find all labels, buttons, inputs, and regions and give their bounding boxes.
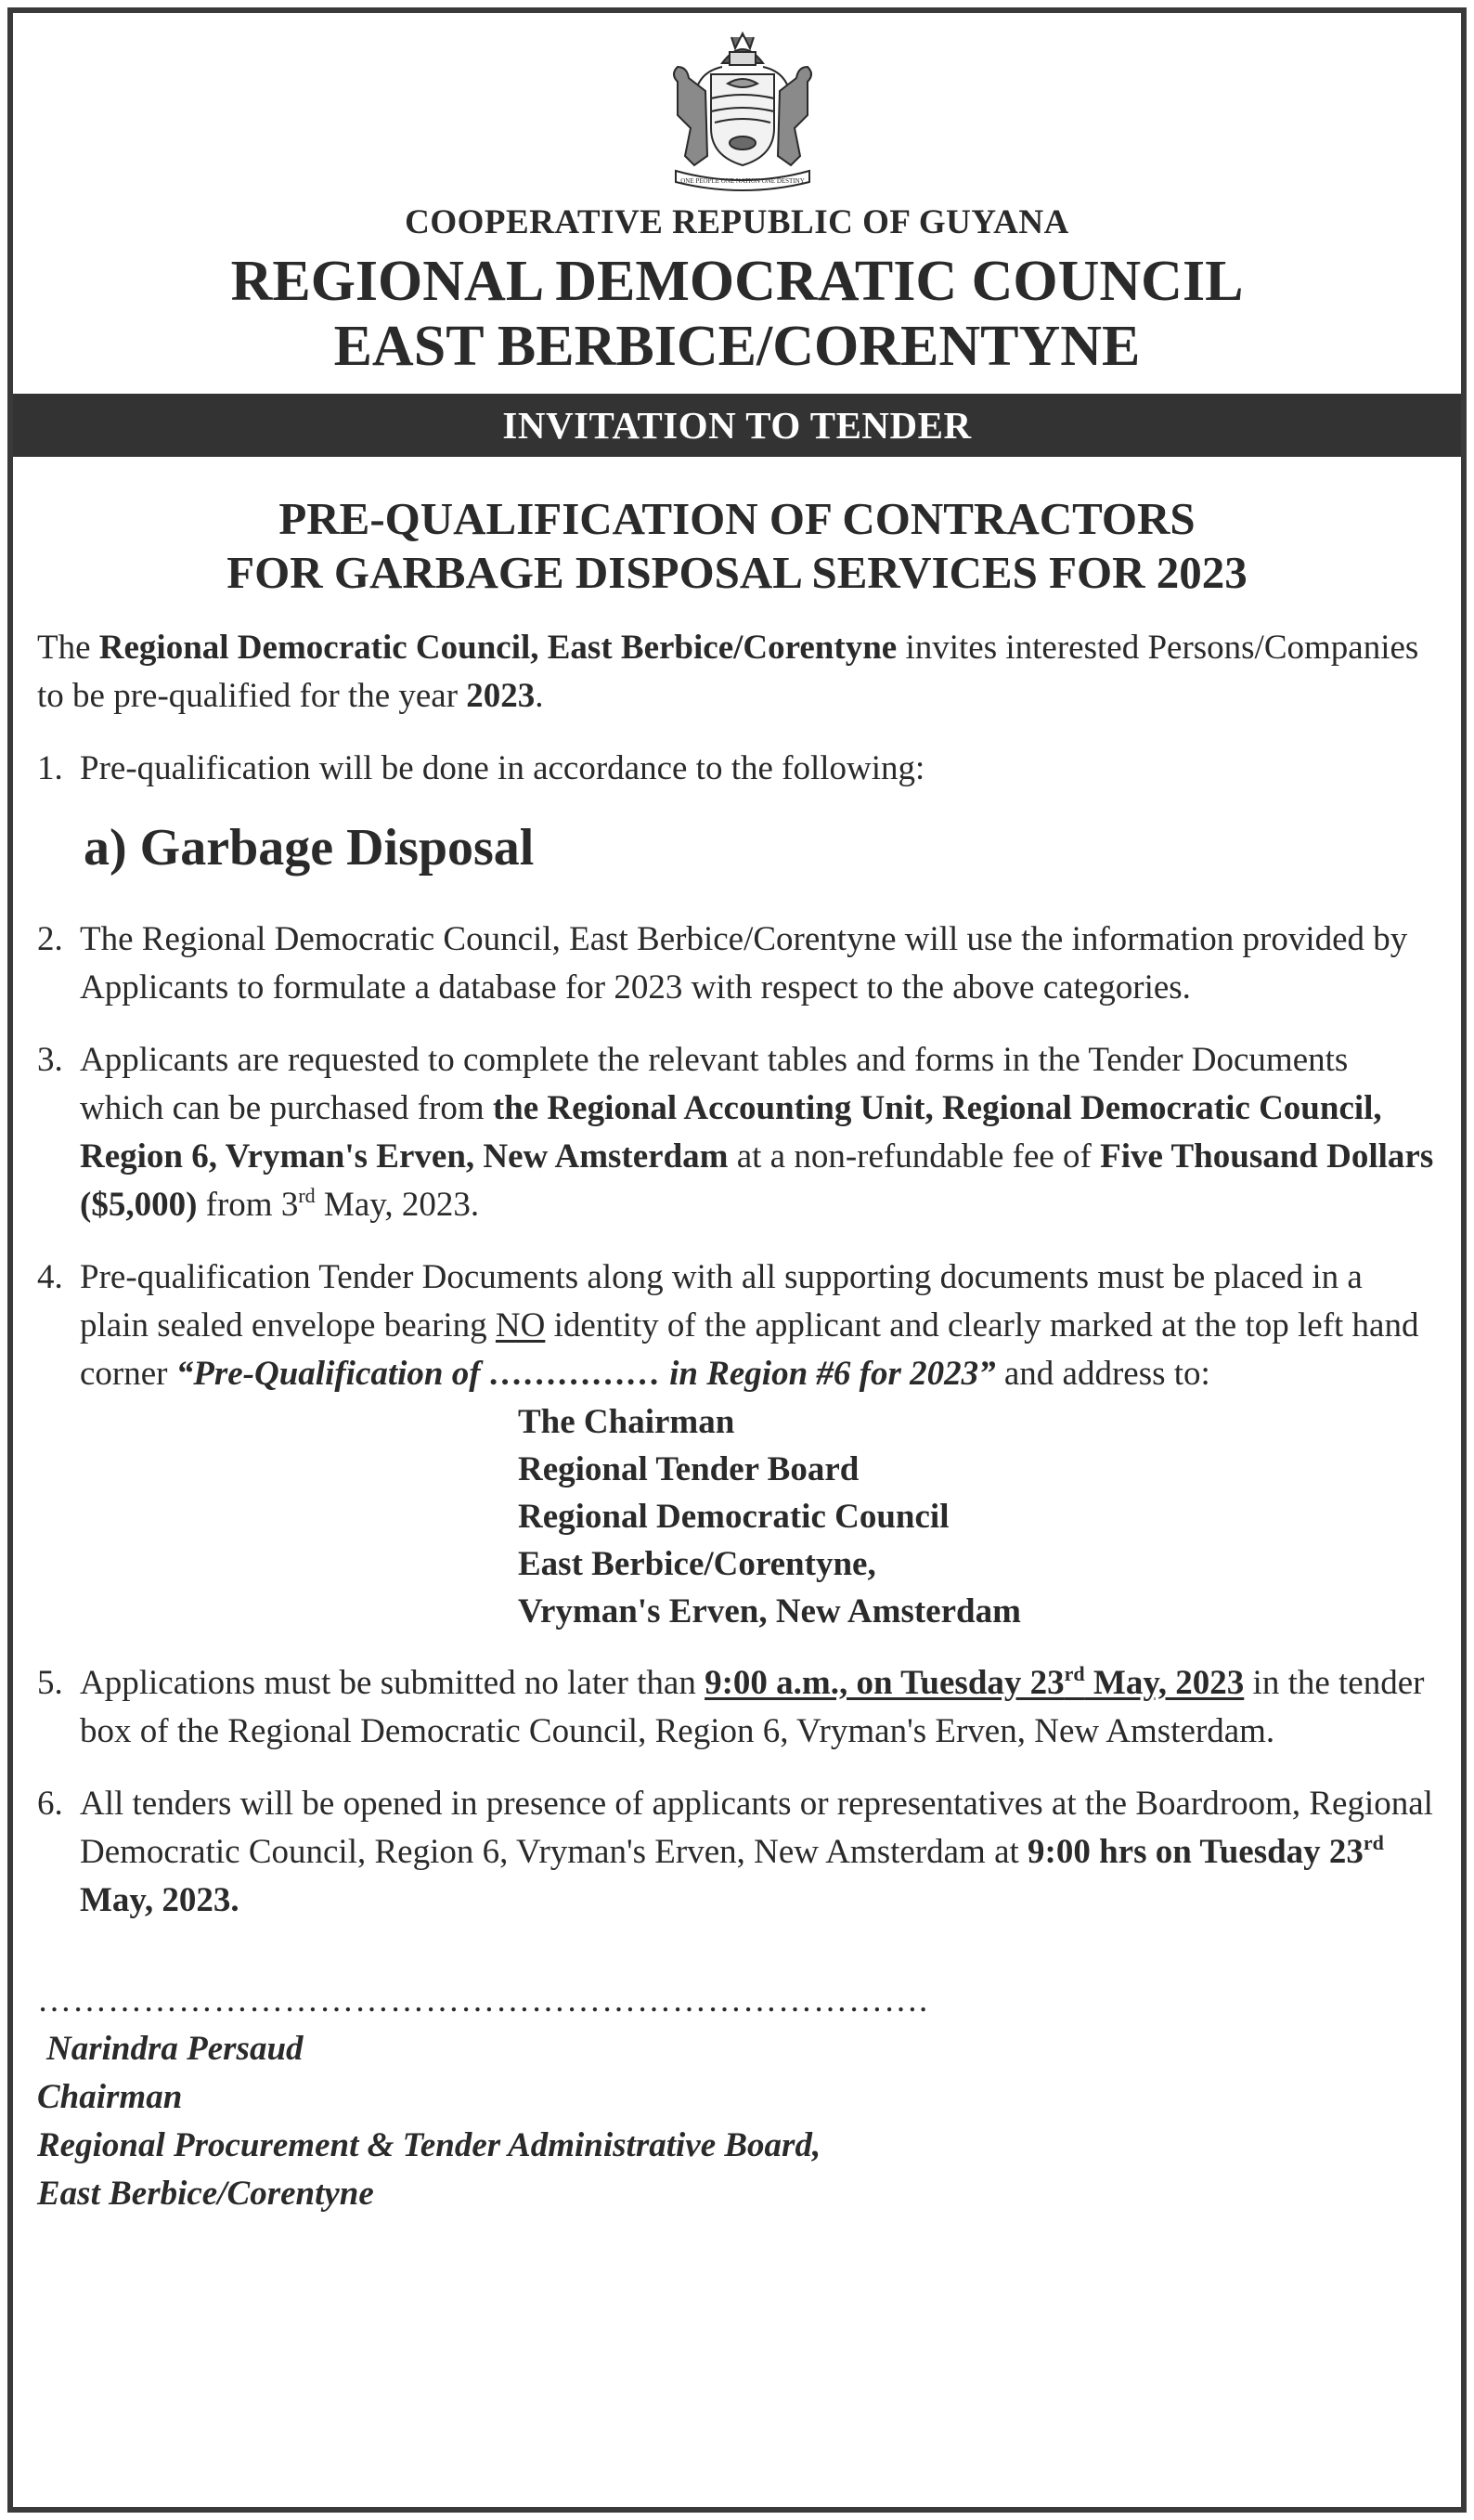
item-text: The Regional Democratic Council, East Berbice/Corentyne will use the information provided by Applicants to formulate a database for 2023 with respect to the above categories. bbox=[80, 920, 1408, 1007]
title-line-1: PRE-QUALIFICATION OF CONTRACTORS bbox=[278, 493, 1196, 544]
item-number: 6. bbox=[37, 1785, 63, 1823]
item-1 bbox=[37, 745, 1437, 793]
notice-title bbox=[13, 492, 1461, 600]
region-name: EAST BERBICE/CORENTYNE bbox=[333, 315, 1141, 378]
signatory-region: East Berbice/Corentyne bbox=[37, 2175, 374, 2213]
country-name: COOPERATIVE REPUBLIC OF GUYANA bbox=[405, 203, 1069, 241]
item-number: 1. bbox=[37, 749, 63, 787]
signatory-board: Regional Procurement & Tender Administrative Board, bbox=[37, 2126, 821, 2164]
item-number: 2. bbox=[37, 920, 63, 958]
signature-line: …………………………………………………………………. bbox=[37, 1981, 929, 2020]
address-line: Regional Democratic Council bbox=[518, 1498, 950, 1536]
notice-banner: INVITATION TO TENDER bbox=[13, 394, 1461, 457]
coat-of-arms-logo bbox=[650, 26, 835, 193]
address-line: East Berbice/Corentyne, bbox=[518, 1545, 876, 1583]
address-line: The Chairman bbox=[518, 1403, 735, 1441]
item-3: 3. Applicants are requested to complete the relevant tables and forms in the Tender Documents which can be purchased from the Regional Accounting Unit, Regional Democratic Council, Region 6, Vryman's Erven, New Amsterdam at a non-refundable fee of Five Thousand Dollars ($5,000) from 3rd May, 2023. bbox=[37, 1036, 1437, 1229]
address-block bbox=[37, 1398, 1437, 1635]
item-4: 4. Pre-qualification Tender Documents along with all supporting documents must be placed in a plain sealed envelope bearing NO identity of the applicant and clearly marked at the top left hand corner “Pre-Qualification of …………… in Region #6 for 2023” and address to: bbox=[37, 1254, 1437, 1398]
item-number: 4. bbox=[37, 1258, 63, 1296]
crest-motto: ONE PEOPLE ONE NATION ONE DESTINY bbox=[680, 177, 805, 185]
intro-paragraph: The Regional Democratic Council, East Berbice/Corentyne invites interested Persons/Companies to be pre-qualified for the year 2023. bbox=[37, 629, 1419, 715]
item-number: 3. bbox=[37, 1041, 63, 1079]
item-number: 5. bbox=[37, 1664, 63, 1702]
signatory-role: Chairman bbox=[37, 2078, 183, 2116]
tender-notice bbox=[7, 7, 1467, 2513]
signatory-name: Narindra Persaud bbox=[46, 2030, 304, 2068]
item-2 bbox=[37, 916, 1437, 1012]
address-line: Vryman's Erven, New Amsterdam bbox=[518, 1592, 1021, 1630]
address-line: Regional Tender Board bbox=[518, 1450, 860, 1488]
council-name: REGIONAL DEMOCRATIC COUNCIL bbox=[230, 250, 1244, 313]
title-line-2: FOR GARBAGE DISPOSAL SERVICES FOR 2023 bbox=[226, 547, 1248, 598]
item-5: 5. Applications must be submitted no later than 9:00 a.m., on Tuesday 23rd May, 2023 in the tender box of the Regional Democratic Council, Region 6, Vryman's Erven, New Amsterdam. bbox=[37, 1659, 1437, 1756]
category-heading: a) Garbage Disposal bbox=[84, 819, 535, 877]
item-text: Pre-qualification will be done in accordance to the following: bbox=[80, 749, 925, 787]
signature-block bbox=[37, 1977, 1437, 2218]
item-6: 6. All tenders will be opened in presence of applicants or representatives at the Boardroom, Regional Democratic Council, Region 6, Vryman's Erven, New Amsterdam at 9:00 hrs on Tuesday 23rd May, 2023. bbox=[37, 1780, 1437, 1925]
notice-body bbox=[37, 624, 1437, 2218]
